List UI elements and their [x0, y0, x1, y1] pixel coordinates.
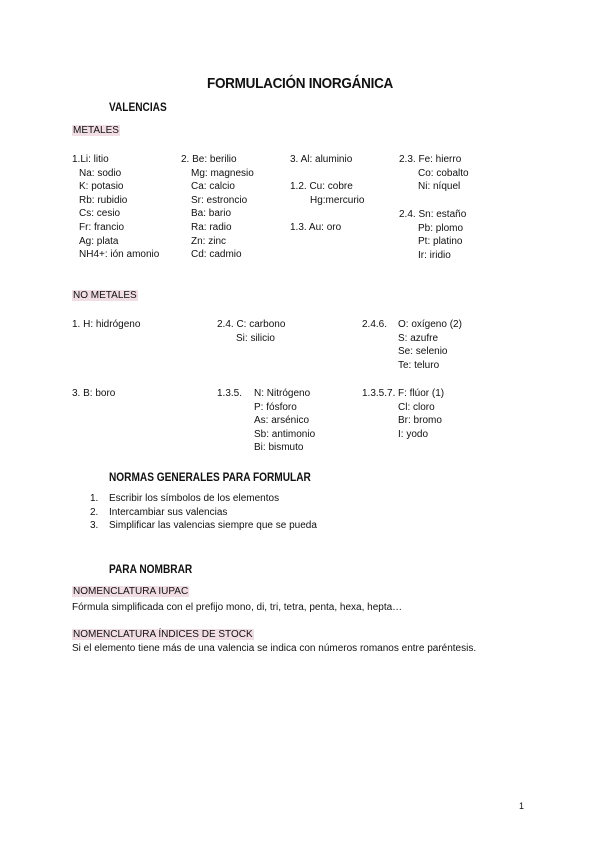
list-item: K: potasio: [79, 181, 124, 193]
iupac-label: [72, 585, 189, 599]
list-item: Ni: níquel: [418, 181, 461, 193]
no-metales-r2-c2: [254, 387, 315, 455]
list-number: 2.: [90, 506, 99, 518]
list-item: I: yodo: [398, 428, 429, 440]
metales-col4b: [399, 208, 466, 262]
list-item: [90, 492, 317, 506]
no-metales-label: [72, 289, 138, 303]
list-item: Rb: rubidio: [79, 194, 128, 206]
stock-text: Si el elemento tiene más de una valencia se indica con números romanos entre paréntesis.: [72, 643, 477, 654]
list-item: Ag: plata: [79, 235, 119, 247]
list-item: O: oxígeno (2): [398, 319, 462, 330]
list-item: Sr: estroncio: [191, 194, 248, 206]
list-item: Pb: plomo: [418, 222, 464, 234]
iupac-text: Fórmula simplificada con el prefijo mono, di, tri, tetra, penta, hexa, hepta…: [72, 602, 403, 613]
list-item: Cl: cloro: [398, 401, 435, 413]
list-item: 1.3. Au: oro: [290, 222, 342, 233]
list-item: [90, 506, 317, 520]
list-item: Ir: iridio: [418, 249, 451, 261]
list-item: Cs: cesio: [79, 208, 121, 220]
list-item: Br: bromo: [398, 415, 442, 427]
list-item: Zn: zinc: [191, 235, 227, 247]
valencias-heading: VALENCIAS: [109, 102, 167, 114]
no-metales-r1-c3-prefix: 2.4.6.: [362, 319, 388, 330]
no-metales-r2-c3-prefix: 1.3.5.7.: [362, 388, 396, 399]
list-item: 2. Be: berilio: [181, 154, 237, 165]
normas-heading: NORMAS GENERALES PARA FORMULAR: [109, 472, 311, 484]
metales-col3c: [290, 221, 341, 235]
normas-list: [90, 492, 317, 533]
list-item: Te: teluro: [398, 359, 440, 371]
no-metales-label-text: NO METALES: [73, 290, 137, 301]
list-item: 3. B: boro: [72, 388, 116, 399]
stock-label-text: NOMENCLATURA ÍNDICES DE STOCK: [73, 629, 253, 640]
list-text: Intercambiar sus valencias: [109, 506, 228, 518]
list-item: S: azufre: [398, 332, 439, 344]
metales-col4a: [399, 153, 469, 194]
list-item: Ra: radio: [191, 221, 232, 233]
no-metales-r2-c1: [72, 387, 115, 401]
page-number: 1: [519, 801, 525, 811]
list-item: As: arsénico: [254, 415, 310, 427]
list-text: Escribir los símbolos de los elementos: [109, 493, 280, 504]
iupac-label-text: NOMENCLATURA IUPAC: [73, 586, 189, 597]
list-item: Sb: antimonio: [254, 428, 316, 440]
metales-label: [72, 124, 120, 138]
list-item: P: fósforo: [254, 401, 297, 413]
list-item: 2.4. C: carbono: [217, 319, 286, 330]
list-item: Hg:mercurio: [310, 194, 365, 206]
metales-col3b: [290, 180, 364, 207]
no-metales-r1-c3: [398, 318, 462, 372]
list-item: Bi: bismuto: [254, 442, 304, 454]
list-item: [90, 519, 317, 533]
nombrar-heading: PARA NOMBRAR: [109, 564, 193, 576]
metales-label-text: METALES: [73, 125, 119, 136]
list-item: 1. H: hidrógeno: [72, 319, 141, 330]
metales-col3a: [290, 153, 352, 167]
list-item: NH4+: ión amonio: [79, 249, 160, 261]
list-item: Cd: cadmio: [191, 249, 242, 261]
list-item: 1.2. Cu: cobre: [290, 181, 353, 192]
list-number: 1.: [90, 493, 99, 504]
page-title: FORMULACIÓN INORGÁNICA: [206, 75, 394, 92]
no-metales-r1-c2: [217, 318, 285, 345]
list-item: 3. Al: aluminio: [290, 154, 353, 165]
list-item: Pt: platino: [418, 236, 463, 248]
list-item: 2.3. Fe: hierro: [399, 154, 462, 165]
no-metales-r2-c3: [398, 387, 444, 441]
list-item: Ba: bario: [191, 208, 232, 220]
list-item: Fr: francio: [79, 221, 125, 233]
list-number: 3.: [90, 520, 99, 532]
list-item: Mg: magnesio: [191, 167, 254, 179]
list-item: F: flúor (1): [398, 388, 445, 399]
list-item: Ca: calcio: [191, 181, 235, 193]
list-item: Si: silicio: [236, 332, 275, 344]
metales-col2: [181, 153, 254, 262]
list-item: N: Nitrógeno: [254, 388, 311, 399]
list-item: Co: cobalto: [418, 167, 469, 179]
list-item: Se: selenio: [398, 346, 448, 358]
list-item: 1.Li: litio: [72, 154, 109, 165]
no-metales-r1-c1: [72, 318, 140, 332]
metales-col1: [72, 153, 159, 262]
list-item: 2.4. Sn: estaño: [399, 209, 467, 220]
list-text: Simplificar las valencias siempre que se pueda: [109, 520, 317, 532]
list-item: Na: sodio: [79, 167, 122, 179]
no-metales-r2-c2-prefix: 1.3.5.: [217, 388, 243, 399]
stock-label: [72, 628, 254, 642]
